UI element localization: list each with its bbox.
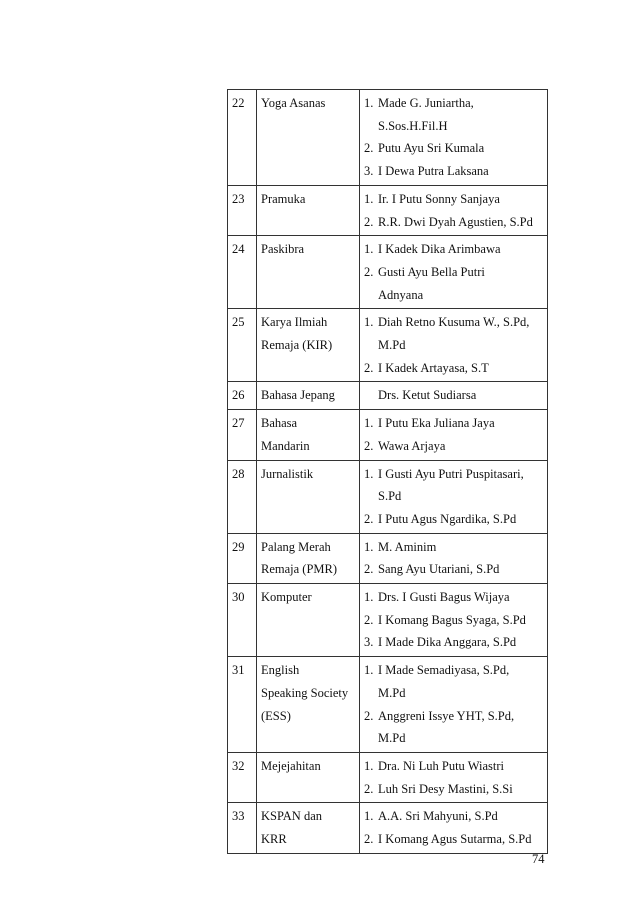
advisor-index: 3. bbox=[364, 635, 374, 650]
activity-cell bbox=[257, 309, 360, 382]
advisor-entry bbox=[364, 115, 544, 138]
advisor-cell bbox=[360, 584, 548, 657]
advisor-entry bbox=[364, 659, 544, 682]
activity-cell bbox=[257, 460, 360, 533]
row-number: 24 bbox=[228, 236, 257, 309]
advisor-index: 2. bbox=[364, 264, 374, 279]
row-number: 30 bbox=[228, 584, 257, 657]
advisor-name: I Made Dika Anggara, S.Pd bbox=[378, 635, 517, 650]
advisor-name: Ir. I Putu Sonny Sanjaya bbox=[378, 191, 500, 206]
advisor-entry bbox=[364, 284, 544, 307]
activity-name: Bahasa bbox=[261, 416, 298, 431]
activity-name: Remaja (KIR) bbox=[261, 338, 333, 353]
table-row bbox=[228, 752, 548, 802]
advisor-index: 2. bbox=[364, 438, 374, 453]
advisor-name: Drs. Ketut Sudiarsa bbox=[378, 388, 477, 403]
advisor-name: Anggreni Issye YHT, S.Pd, bbox=[378, 708, 515, 723]
advisor-name: A.A. Sri Mahyuni, S.Pd bbox=[378, 809, 498, 824]
table-row bbox=[228, 185, 548, 235]
activity-name: (ESS) bbox=[261, 708, 291, 723]
advisor-index: 2. bbox=[364, 360, 374, 375]
advisor-index bbox=[364, 485, 378, 508]
advisor-cell bbox=[360, 90, 548, 186]
advisor-entry bbox=[364, 412, 544, 435]
row-number: 23 bbox=[228, 185, 257, 235]
advisor-cell bbox=[360, 657, 548, 753]
advisor-index: 2. bbox=[364, 141, 374, 156]
advisor-name: S.Pd bbox=[378, 489, 402, 504]
row-number: 32 bbox=[228, 752, 257, 802]
advisor-index bbox=[364, 384, 378, 407]
advisor-name: Dra. Ni Luh Putu Wiastri bbox=[378, 758, 504, 773]
row-number: 26 bbox=[228, 382, 257, 410]
activity-name: Paskibra bbox=[261, 242, 305, 257]
advisor-entry bbox=[364, 682, 544, 705]
advisor-entry bbox=[364, 558, 544, 581]
activity-cell bbox=[257, 185, 360, 235]
advisor-index bbox=[364, 115, 378, 138]
advisor-entry bbox=[364, 334, 544, 357]
advisor-entry bbox=[364, 536, 544, 559]
row-number: 25 bbox=[228, 309, 257, 382]
advisor-name: Diah Retno Kusuma W., S.Pd, bbox=[378, 315, 530, 330]
extracurricular-advisor-table bbox=[227, 89, 548, 854]
advisor-entry bbox=[364, 137, 544, 160]
table-row bbox=[228, 382, 548, 410]
activity-name: Remaja (PMR) bbox=[261, 562, 338, 577]
advisor-name: Drs. I Gusti Bagus Wijaya bbox=[378, 590, 510, 605]
advisor-name: Luh Sri Desy Mastini, S.Si bbox=[378, 781, 513, 796]
activity-cell bbox=[257, 657, 360, 753]
table-row bbox=[228, 460, 548, 533]
advisor-cell bbox=[360, 410, 548, 460]
advisor-name: I Gusti Ayu Putri Puspitasari, bbox=[378, 466, 524, 481]
advisor-index: 1. bbox=[364, 590, 374, 605]
advisor-name: R.R. Dwi Dyah Agustien, S.Pd bbox=[378, 214, 533, 229]
advisor-name: Made G. Juniartha, bbox=[378, 96, 474, 110]
advisor-name: I Komang Bagus Syaga, S.Pd bbox=[378, 612, 526, 627]
advisor-name: Adnyana bbox=[378, 287, 424, 302]
advisor-cell bbox=[360, 309, 548, 382]
activity-cell bbox=[257, 533, 360, 583]
activity-name: Bahasa Jepang bbox=[261, 388, 335, 403]
advisor-index: 1. bbox=[364, 315, 374, 330]
advisor-name: M. Aminim bbox=[378, 539, 437, 554]
activity-name: Karya Ilmiah bbox=[261, 315, 328, 330]
table-row bbox=[228, 533, 548, 583]
advisor-entry bbox=[364, 508, 544, 531]
advisor-name: I Putu Agus Ngardika, S.Pd bbox=[378, 511, 517, 526]
advisor-name: Sang Ayu Utariani, S.Pd bbox=[378, 562, 500, 577]
advisor-name: I Putu Eka Juliana Jaya bbox=[378, 416, 495, 431]
advisor-entry bbox=[364, 705, 544, 728]
advisor-cell bbox=[360, 185, 548, 235]
advisor-index: 1. bbox=[364, 539, 374, 554]
advisor-entry bbox=[364, 485, 544, 508]
advisor-index: 1. bbox=[364, 416, 374, 431]
advisor-cell bbox=[360, 752, 548, 802]
advisor-index bbox=[364, 284, 378, 307]
activity-cell bbox=[257, 236, 360, 309]
activity-cell bbox=[257, 90, 360, 186]
activity-cell bbox=[257, 584, 360, 657]
advisor-name: M.Pd bbox=[378, 731, 406, 746]
advisor-entry bbox=[364, 755, 544, 778]
activity-name: Palang Merah bbox=[261, 539, 331, 554]
advisor-name: I Dewa Putra Laksana bbox=[378, 164, 489, 179]
row-number: 27 bbox=[228, 410, 257, 460]
activity-name: Mejejahitan bbox=[261, 758, 321, 773]
advisor-entry bbox=[364, 609, 544, 632]
activity-cell bbox=[257, 410, 360, 460]
table-row bbox=[228, 803, 548, 853]
advisor-entry bbox=[364, 435, 544, 458]
advisor-name: I Komang Agus Sutarma, S.Pd bbox=[378, 832, 532, 847]
activity-name: Komputer bbox=[261, 590, 312, 605]
advisor-index: 2. bbox=[364, 612, 374, 627]
advisor-index: 2. bbox=[364, 832, 374, 847]
advisor-entry bbox=[364, 92, 544, 115]
activity-name: KRR bbox=[261, 832, 287, 847]
advisor-index: 2. bbox=[364, 214, 374, 229]
advisor-index: 1. bbox=[364, 809, 374, 824]
advisor-cell bbox=[360, 533, 548, 583]
advisor-entry bbox=[364, 805, 544, 828]
advisor-index bbox=[364, 334, 378, 357]
advisor-entry bbox=[364, 311, 544, 334]
table-row bbox=[228, 657, 548, 753]
advisor-name: I Kadek Dika Arimbawa bbox=[378, 242, 501, 257]
advisor-entry bbox=[364, 727, 544, 750]
activity-cell bbox=[257, 752, 360, 802]
table-row bbox=[228, 236, 548, 309]
advisor-name: S.Sos.H.Fil.H bbox=[378, 118, 448, 133]
page-number: 74 bbox=[532, 852, 545, 866]
advisor-index: 1. bbox=[364, 191, 374, 206]
advisor-entry bbox=[364, 631, 544, 654]
activity-cell bbox=[257, 382, 360, 410]
advisor-cell bbox=[360, 382, 548, 410]
advisor-index: 2. bbox=[364, 781, 374, 796]
activity-name: Mandarin bbox=[261, 438, 310, 453]
advisor-index: 1. bbox=[364, 242, 374, 257]
advisor-entry bbox=[364, 188, 544, 211]
row-number: 28 bbox=[228, 460, 257, 533]
advisor-index: 1. bbox=[364, 96, 374, 110]
advisor-index bbox=[364, 682, 378, 705]
advisor-index bbox=[364, 727, 378, 750]
advisor-cell bbox=[360, 803, 548, 853]
row-number: 31 bbox=[228, 657, 257, 753]
advisor-index: 2. bbox=[364, 511, 374, 526]
advisor-cell bbox=[360, 236, 548, 309]
advisor-name: I Kadek Artayasa, S.T bbox=[378, 360, 489, 375]
advisor-name: Gusti Ayu Bella Putri bbox=[378, 264, 485, 279]
advisor-entry bbox=[364, 463, 544, 486]
activity-name: English bbox=[261, 663, 300, 678]
activity-name: Jurnalistik bbox=[261, 466, 314, 481]
row-number: 33 bbox=[228, 803, 257, 853]
row-number: 29 bbox=[228, 533, 257, 583]
advisor-name: M.Pd bbox=[378, 685, 406, 700]
advisor-index: 1. bbox=[364, 466, 374, 481]
activity-name: Yoga Asanas bbox=[261, 96, 326, 110]
advisor-entry bbox=[364, 261, 544, 284]
advisor-entry bbox=[364, 828, 544, 851]
table-row bbox=[228, 90, 548, 186]
advisor-entry bbox=[364, 384, 544, 407]
advisor-entry bbox=[364, 778, 544, 801]
advisor-index: 2. bbox=[364, 708, 374, 723]
advisor-index: 1. bbox=[364, 663, 374, 678]
row-number: 22 bbox=[228, 90, 257, 186]
advisor-entry bbox=[364, 357, 544, 380]
table-row bbox=[228, 410, 548, 460]
activity-cell bbox=[257, 803, 360, 853]
advisor-cell bbox=[360, 460, 548, 533]
advisor-name: M.Pd bbox=[378, 338, 406, 353]
activity-name: Pramuka bbox=[261, 191, 306, 206]
advisor-name: I Made Semadiyasa, S.Pd, bbox=[378, 663, 510, 678]
advisor-entry bbox=[364, 211, 544, 234]
advisor-index: 2. bbox=[364, 562, 374, 577]
advisor-index: 3. bbox=[364, 164, 374, 179]
advisor-name: Wawa Arjaya bbox=[378, 438, 446, 453]
table-row bbox=[228, 309, 548, 382]
advisor-index: 1. bbox=[364, 758, 374, 773]
activity-name: KSPAN dan bbox=[261, 809, 323, 824]
advisor-entry bbox=[364, 238, 544, 261]
advisor-name: Putu Ayu Sri Kumala bbox=[378, 141, 485, 156]
advisor-entry bbox=[364, 160, 544, 183]
advisor-entry bbox=[364, 586, 544, 609]
table-row bbox=[228, 584, 548, 657]
activity-name: Speaking Society bbox=[261, 685, 349, 700]
